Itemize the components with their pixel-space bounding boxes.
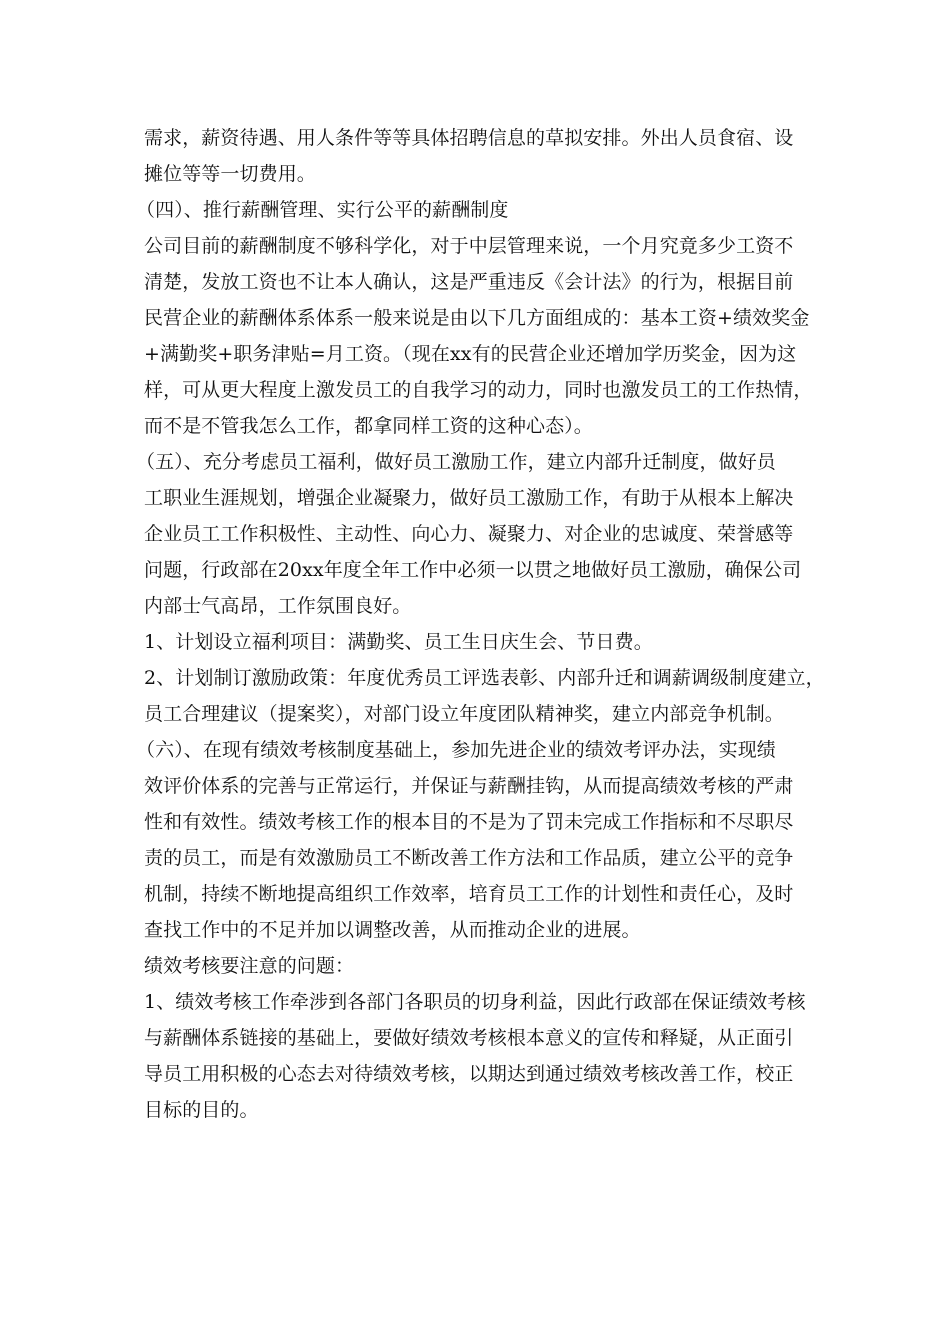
- section-heading: （四）、推行薪酬管理、实行公平的薪酬制度: [136, 199, 509, 221]
- text-line: 问题，行政部在20xx年度全年工作中必须一以贯之地做好员工激励，确保公司: [144, 559, 802, 581]
- text-line: 机制，持续不断地提高组织工作效率，培育员工工作的计划性和责任心，及时: [144, 883, 794, 905]
- text-line: 民营企业的薪酬体系体系一般来说是由以下几方面组成的：基本工资+绩效奖金: [144, 307, 810, 329]
- text-line: 清楚，发放工资也不让本人确认，这是严重违反《会计法》的行为，根据目前: [144, 271, 794, 293]
- text-line: 企业员工工作积极性、主动性、向心力、凝聚力、对企业的忠诚度、荣誉感等: [144, 523, 794, 545]
- text-line: 目标的目的。: [144, 1099, 259, 1121]
- text-line: 工职业生涯规划，增强企业凝聚力，做好员工激励工作，有助于从根本上解决: [144, 487, 794, 509]
- section-heading: （六）、在现有绩效考核制度基础上，参加先进企业的绩效考评办法，实现绩: [136, 739, 776, 761]
- text-line: 责的员工，而是有效激励员工不断改善工作方法和工作品质，建立公平的竞争: [144, 847, 794, 869]
- section-heading: （五）、充分考虑员工福利，做好员工激励工作，建立内部升迁制度，做好员: [136, 451, 776, 473]
- list-item: 1、绩效考核工作牵涉到各部门各职员的切身利益，因此行政部在保证绩效考核: [144, 991, 806, 1013]
- text-line: 查找工作中的不足并加以调整改善，从而推动企业的进展。: [144, 919, 641, 941]
- text-line: 样，可从更大程度上激发员工的自我学习的动力，同时也激发员工的工作热情，: [144, 379, 813, 401]
- text-line: 导员工用积极的心态去对待绩效考核，以期达到通过绩效考核改善工作，校正: [144, 1063, 794, 1085]
- text-line: +满勤奖+职务津贴=月工资。（现在xx有的民营企业还增加学历奖金，因为这: [144, 343, 797, 365]
- text-line: 需求，薪资待遇、用人条件等等具体招聘信息的草拟安排。外出人员食宿、设: [144, 127, 794, 149]
- text-line: 公司目前的薪酬制度不够科学化，对于中层管理来说，一个月究竟多少工资不: [144, 235, 794, 257]
- text-line: 员工合理建议（提案奖），对部门设立年度团队精神奖，建立内部竞争机制。: [144, 703, 784, 725]
- text-line: 摊位等等一切费用。: [144, 163, 316, 185]
- text-line: 与薪酬体系链接的基础上，要做好绩效考核根本意义的宣传和释疑，从正面引: [144, 1027, 794, 1049]
- list-item: 2、计划制订激励政策：年度优秀员工评选表彰、内部升迁和调薪调级制度建立，: [144, 667, 825, 689]
- text-line: 效评价体系的完善与正常运行，并保证与薪酬挂钩，从而提高绩效考核的严肃: [144, 775, 794, 797]
- subheading: 绩效考核要注意的问题：: [144, 955, 355, 977]
- text-line: 性和有效性。绩效考核工作的根本目的不是为了罚未完成工作指标和不尽职尽: [144, 811, 794, 833]
- list-item: 1、计划设立福利项目：满勤奖、员工生日庆生会、节日费。: [144, 631, 653, 653]
- text-line: 而不是不管我怎么工作，都拿同样工资的这种心态）。: [144, 415, 593, 437]
- text-line: 内部士气高昂，工作氛围良好。: [144, 595, 412, 617]
